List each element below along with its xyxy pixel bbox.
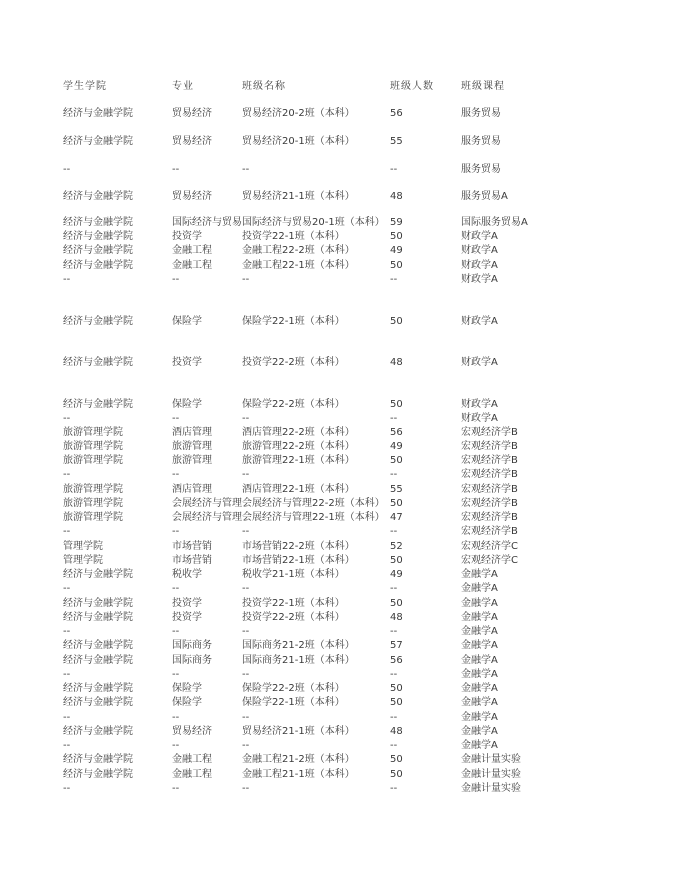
course-cell: 金融计量实验 [461, 754, 521, 765]
course-cell: 宏观经济学B [461, 512, 518, 523]
college-cell: 经济与金融学院 [63, 357, 133, 368]
course-cell: 宏观经济学B [461, 526, 518, 537]
course-cell: 服务贸易 [461, 136, 501, 147]
table-row [63, 582, 663, 596]
table-row [63, 356, 663, 370]
major-cell: 税收学 [172, 569, 202, 580]
table-row [63, 654, 663, 668]
college-cell: 经济与金融学院 [63, 399, 133, 410]
course-cell: 宏观经济学B [461, 469, 518, 480]
class-size-cell: 55 [390, 484, 403, 495]
course-cell: 金融学A [461, 655, 498, 666]
class-size-cell: 50 [390, 754, 403, 765]
class-name-cell: 投资学22-2班（本科） [242, 612, 345, 623]
major-cell: -- [172, 712, 180, 723]
college-cell: 经济与金融学院 [63, 769, 133, 780]
course-cell: 金融学A [461, 583, 498, 594]
major-cell: 酒店管理 [172, 484, 212, 495]
college-cell: 旅游管理学院 [63, 427, 123, 438]
major-cell: 国际商务 [172, 640, 212, 651]
class-size-cell: -- [390, 712, 398, 723]
major-cell: 市场营销 [172, 541, 212, 552]
course-cell: 金融学A [461, 697, 498, 708]
major-cell: -- [172, 526, 180, 537]
class-name-cell: 保险学22-1班（本科） [242, 316, 345, 327]
class-size-cell: 59 [390, 217, 403, 228]
college-cell: 经济与金融学院 [63, 260, 133, 271]
class-size-cell: 49 [390, 245, 403, 256]
college-cell: 经济与金融学院 [63, 191, 133, 202]
course-cell: 金融学A [461, 612, 498, 623]
class-size-cell: 48 [390, 191, 403, 202]
table-row [63, 216, 663, 230]
table-row [63, 768, 663, 782]
class-size-cell: 50 [390, 498, 403, 509]
course-cell: 宏观经济学B [461, 498, 518, 509]
college-cell: -- [63, 164, 71, 175]
class-name-cell: 酒店管理22-1班（本科） [242, 484, 355, 495]
course-cell: 财政学A [461, 413, 498, 424]
college-cell: 管理学院 [63, 541, 103, 552]
course-cell: 金融学A [461, 726, 498, 737]
college-cell: 经济与金融学院 [63, 598, 133, 609]
class-name-cell: 国际经济与贸易20-1班（本科） [242, 217, 385, 228]
table-row [63, 711, 663, 725]
major-cell: -- [172, 274, 180, 285]
college-cell: 经济与金融学院 [63, 726, 133, 737]
class-name-cell: 贸易经济21-1班（本科） [242, 726, 355, 737]
course-cell: 金融学A [461, 669, 498, 680]
major-cell: 投资学 [172, 231, 202, 242]
course-cell: 宏观经济学C [461, 555, 518, 566]
major-cell: -- [172, 164, 180, 175]
class-name-cell: 保险学22-1班（本科） [242, 697, 345, 708]
course-cell: 金融学A [461, 598, 498, 609]
college-cell: 经济与金融学院 [63, 231, 133, 242]
class-name-cell: -- [242, 669, 250, 680]
major-cell: 市场营销 [172, 555, 212, 566]
class-name-cell: 投资学22-1班（本科） [242, 598, 345, 609]
college-cell: 经济与金融学院 [63, 136, 133, 147]
class-name-cell: 市场营销22-2班（本科） [242, 541, 355, 552]
college-cell: 经济与金融学院 [63, 655, 133, 666]
major-cell: 保险学 [172, 683, 202, 694]
course-cell: 金融学A [461, 626, 498, 637]
course-cell: 财政学A [461, 316, 498, 327]
header-college: 学生学院 [63, 81, 107, 92]
major-cell: 金融工程 [172, 260, 212, 271]
class-size-cell: -- [390, 413, 398, 424]
class-name-cell: 贸易经济20-1班（本科） [242, 136, 355, 147]
college-cell: 经济与金融学院 [63, 217, 133, 228]
class-name-cell: 会展经济与管理22-1班（本科） [242, 512, 385, 523]
class-name-cell: -- [242, 413, 250, 424]
class-size-cell: 50 [390, 555, 403, 566]
class-size-cell: 48 [390, 357, 403, 368]
class-size-cell: 50 [390, 769, 403, 780]
college-cell: 经济与金融学院 [63, 683, 133, 694]
course-cell: 宏观经济学B [461, 441, 518, 452]
major-cell: -- [172, 740, 180, 751]
major-cell: -- [172, 783, 180, 794]
major-cell: -- [172, 583, 180, 594]
class-size-cell: 50 [390, 598, 403, 609]
header-major: 专业 [172, 81, 194, 92]
course-cell: 服务贸易A [461, 191, 508, 202]
college-cell: 经济与金融学院 [63, 640, 133, 651]
major-cell: 旅游管理 [172, 441, 212, 452]
class-name-cell: -- [242, 469, 250, 480]
college-cell: 经济与金融学院 [63, 108, 133, 119]
class-name-cell: 旅游管理22-2班（本科） [242, 441, 355, 452]
college-cell: -- [63, 469, 71, 480]
course-cell: 财政学A [461, 245, 498, 256]
table-row [63, 597, 663, 611]
table-row [63, 696, 663, 710]
class-size-cell: 48 [390, 612, 403, 623]
class-name-cell: 金融工程22-2班（本科） [242, 245, 355, 256]
college-cell: 经济与金融学院 [63, 612, 133, 623]
major-cell: 贸易经济 [172, 191, 212, 202]
course-cell: 财政学A [461, 357, 498, 368]
table-row [63, 190, 663, 204]
class-size-cell: -- [390, 626, 398, 637]
table-row [63, 483, 663, 497]
college-cell: -- [63, 626, 71, 637]
class-size-cell: 50 [390, 231, 403, 242]
table-row [63, 315, 663, 329]
header-class-name: 班级名称 [242, 81, 286, 92]
class-name-cell: 贸易经济20-2班（本科） [242, 108, 355, 119]
table-row [63, 554, 663, 568]
class-name-cell: 投资学22-1班（本科） [242, 231, 345, 242]
class-size-cell: 50 [390, 697, 403, 708]
table-row [63, 568, 663, 582]
class-name-cell: 投资学22-2班（本科） [242, 357, 345, 368]
class-name-cell: -- [242, 164, 250, 175]
course-cell: 金融学A [461, 712, 498, 723]
course-cell: 宏观经济学B [461, 427, 518, 438]
major-cell: 保险学 [172, 697, 202, 708]
table-row [63, 454, 663, 468]
course-cell: 金融学A [461, 740, 498, 751]
class-name-cell: 市场营销22-1班（本科） [242, 555, 355, 566]
class-size-cell: -- [390, 669, 398, 680]
major-cell: 贸易经济 [172, 136, 212, 147]
major-cell: -- [172, 469, 180, 480]
course-cell: 宏观经济学B [461, 484, 518, 495]
class-size-cell: 49 [390, 569, 403, 580]
major-cell: 国际经济与贸易 [172, 217, 242, 228]
class-name-cell: -- [242, 274, 250, 285]
table-row [63, 682, 663, 696]
class-size-cell: -- [390, 469, 398, 480]
class-size-cell: 50 [390, 455, 403, 466]
table-row [63, 739, 663, 753]
college-cell: -- [63, 740, 71, 751]
major-cell: 贸易经济 [172, 726, 212, 737]
course-cell: 国际服务贸易A [461, 217, 528, 228]
table-row [63, 639, 663, 653]
class-size-cell: 50 [390, 316, 403, 327]
college-cell: -- [63, 783, 71, 794]
table-row [63, 540, 663, 554]
table-row [63, 511, 663, 525]
college-cell: 旅游管理学院 [63, 455, 123, 466]
major-cell: 金融工程 [172, 754, 212, 765]
table-row [63, 668, 663, 682]
class-size-cell: 50 [390, 260, 403, 271]
class-size-cell: -- [390, 583, 398, 594]
table-row [63, 135, 663, 149]
college-cell: 经济与金融学院 [63, 245, 133, 256]
table-row [63, 259, 663, 273]
college-cell: 管理学院 [63, 555, 103, 566]
major-cell: 金融工程 [172, 769, 212, 780]
course-cell: 财政学A [461, 260, 498, 271]
major-cell: 贸易经济 [172, 108, 212, 119]
class-size-cell: -- [390, 740, 398, 751]
class-size-cell: 50 [390, 683, 403, 694]
major-cell: 国际商务 [172, 655, 212, 666]
table-header [63, 80, 663, 94]
class-name-cell: 国际商务21-2班（本科） [242, 640, 355, 651]
major-cell: 旅游管理 [172, 455, 212, 466]
college-cell: 经济与金融学院 [63, 697, 133, 708]
college-cell: -- [63, 712, 71, 723]
class-size-cell: -- [390, 526, 398, 537]
class-name-cell: -- [242, 712, 250, 723]
class-name-cell: 酒店管理22-2班（本科） [242, 427, 355, 438]
table-row [63, 782, 663, 796]
class-name-cell: 旅游管理22-1班（本科） [242, 455, 355, 466]
table-row [63, 611, 663, 625]
college-cell: 经济与金融学院 [63, 754, 133, 765]
major-cell: 保险学 [172, 399, 202, 410]
class-size-cell: 56 [390, 427, 403, 438]
class-name-cell: 国际商务21-1班（本科） [242, 655, 355, 666]
table-row [63, 230, 663, 244]
class-size-cell: -- [390, 783, 398, 794]
class-size-cell: 57 [390, 640, 403, 651]
class-size-cell: -- [390, 164, 398, 175]
table-row [63, 753, 663, 767]
table-row [63, 426, 663, 440]
major-cell: -- [172, 413, 180, 424]
class-size-cell: 55 [390, 136, 403, 147]
table-row [63, 497, 663, 511]
major-cell: 酒店管理 [172, 427, 212, 438]
table-row [63, 398, 663, 412]
table-row [63, 244, 663, 258]
course-cell: 金融计量实验 [461, 783, 521, 794]
table-row [63, 468, 663, 482]
class-name-cell: -- [242, 583, 250, 594]
table-row [63, 107, 663, 121]
class-name-cell: 金融工程21-2班（本科） [242, 754, 355, 765]
major-cell: 金融工程 [172, 245, 212, 256]
major-cell: -- [172, 626, 180, 637]
class-size-cell: 52 [390, 541, 403, 552]
course-cell: 金融学A [461, 683, 498, 694]
class-name-cell: 金融工程21-1班（本科） [242, 769, 355, 780]
college-cell: 经济与金融学院 [63, 316, 133, 327]
course-cell: 金融学A [461, 569, 498, 580]
class-name-cell: 税收学21-1班（本科） [242, 569, 345, 580]
table-row [63, 412, 663, 426]
table-row [63, 525, 663, 539]
table-row [63, 625, 663, 639]
major-cell: 会展经济与管理 [172, 498, 242, 509]
course-cell: 服务贸易 [461, 164, 501, 175]
table-row [63, 273, 663, 287]
table-row [63, 440, 663, 454]
class-size-cell: 56 [390, 108, 403, 119]
class-name-cell: 保险学22-2班（本科） [242, 399, 345, 410]
class-size-cell: 56 [390, 655, 403, 666]
major-cell: 投资学 [172, 598, 202, 609]
major-cell: 投资学 [172, 612, 202, 623]
major-cell: 投资学 [172, 357, 202, 368]
college-cell: -- [63, 274, 71, 285]
college-cell: 旅游管理学院 [63, 484, 123, 495]
college-cell: 旅游管理学院 [63, 441, 123, 452]
class-name-cell: 会展经济与管理22-2班（本科） [242, 498, 385, 509]
table-row [63, 725, 663, 739]
class-name-cell: -- [242, 740, 250, 751]
college-cell: -- [63, 583, 71, 594]
class-name-cell: 保险学22-2班（本科） [242, 683, 345, 694]
class-name-cell: 金融工程22-1班（本科） [242, 260, 355, 271]
class-size-cell: 49 [390, 441, 403, 452]
class-size-cell: 47 [390, 512, 403, 523]
course-cell: 金融学A [461, 640, 498, 651]
college-cell: 经济与金融学院 [63, 569, 133, 580]
course-cell: 服务贸易 [461, 108, 501, 119]
class-name-cell: -- [242, 626, 250, 637]
major-cell: 保险学 [172, 316, 202, 327]
course-cell: 财政学A [461, 399, 498, 410]
header-course: 班级课程 [461, 81, 505, 92]
course-cell: 金融计量实验 [461, 769, 521, 780]
college-cell: 旅游管理学院 [63, 512, 123, 523]
class-name-cell: 贸易经济21-1班（本科） [242, 191, 355, 202]
header-class-size: 班级人数 [390, 81, 434, 92]
course-cell: 宏观经济学B [461, 455, 518, 466]
course-cell: 财政学A [461, 231, 498, 242]
college-cell: -- [63, 526, 71, 537]
college-cell: -- [63, 413, 71, 424]
class-size-cell: 48 [390, 726, 403, 737]
class-name-cell: -- [242, 526, 250, 537]
class-name-cell: -- [242, 783, 250, 794]
course-cell: 财政学A [461, 274, 498, 285]
college-cell: -- [63, 669, 71, 680]
class-size-cell: -- [390, 274, 398, 285]
table-row [63, 163, 663, 177]
course-cell: 宏观经济学C [461, 541, 518, 552]
college-cell: 旅游管理学院 [63, 498, 123, 509]
class-size-cell: 50 [390, 399, 403, 410]
major-cell: -- [172, 669, 180, 680]
major-cell: 会展经济与管理 [172, 512, 242, 523]
